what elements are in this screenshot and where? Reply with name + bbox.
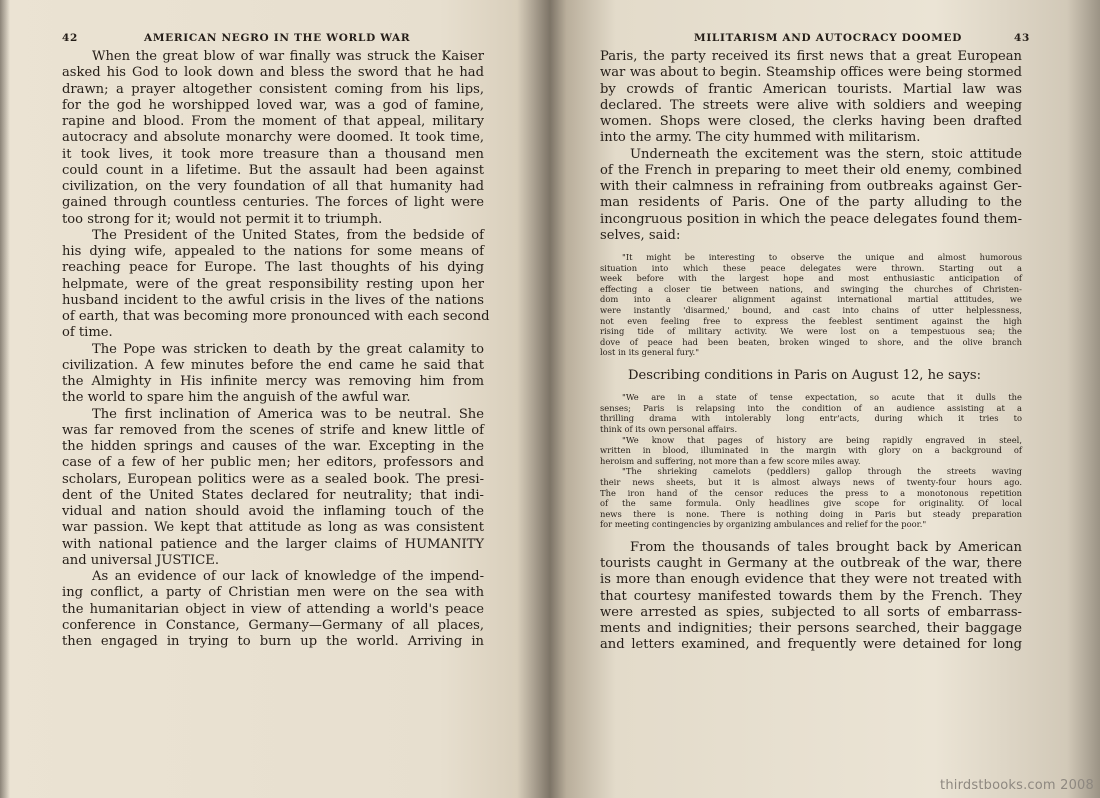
paragraph bbox=[600, 147, 1022, 245]
text-line: civilization. A few minutes before the end came he said that bbox=[62, 357, 484, 373]
text-line: and universal JUSTICE. bbox=[62, 552, 220, 568]
paragraph bbox=[600, 49, 1022, 147]
text-line: of earth, that was becoming more pronounced with each second bbox=[62, 309, 490, 324]
text-line: civilization, on the very foundation of all that humanity had bbox=[62, 179, 484, 194]
quote-line: "It might be interesting to observe the unique and almost humorous bbox=[622, 252, 1022, 262]
text-line: ing conflict, a party of Christian men were on the sea with bbox=[62, 585, 484, 601]
text-line: autocracy and absolute monarchy were doomed. It took time, bbox=[62, 130, 484, 146]
text-line: that courtesy manifested towards them by the French. They bbox=[600, 588, 1022, 604]
text-line: were arrested as spies, subjected to all sorts of embarrass- bbox=[600, 604, 1022, 620]
text-line: husband incident to the awful crisis in the lives of the nations bbox=[62, 292, 484, 308]
text-line: case of a few of her public men; her editors, professors and bbox=[62, 455, 484, 471]
describing-line: Describing conditions in Paris on August 12, he says: bbox=[628, 367, 982, 383]
text-line: The Pope was stricken to death by the great calamity to bbox=[92, 341, 484, 357]
quote-line: rising tide of military activity. We were lost on a tempestuous sea; the bbox=[600, 326, 1022, 337]
paragraph bbox=[62, 227, 490, 342]
text-line: heroism and suffering, not more than a few score miles away. bbox=[600, 455, 861, 466]
text-line: declared. The streets were alive with soldiers and weeping bbox=[600, 97, 1022, 113]
text-line: the humanitarian object in view of attending a world's peace bbox=[62, 601, 484, 617]
text-line: "We know that pages of history are being rapidly engraved in steel, bbox=[622, 434, 1022, 445]
quote-line: week before with the largest hope and most enthusiastic anticipation of bbox=[600, 273, 1022, 284]
text-line: of time. bbox=[62, 325, 113, 341]
block-quote-peace-delegates bbox=[600, 252, 1022, 358]
text-line: is more than enough evidence that they were not treated with bbox=[600, 572, 1022, 588]
text-line: incongruous position in which the peace delegates found them- bbox=[600, 211, 1022, 227]
text-line: and letters examined, and frequently were detained for long bbox=[600, 637, 1022, 653]
right-body-text bbox=[600, 49, 1022, 654]
text-line: The first inclination of America was to be neutral. She bbox=[92, 406, 484, 422]
text-line: "We are in a state of tense expectation, so acute that it dulls the bbox=[622, 392, 1022, 403]
text-line: news there is none. There is nothing doing in Paris but steady preparation bbox=[600, 508, 1022, 519]
text-line: From the thousands of tales brought back by American bbox=[630, 539, 1022, 555]
text-line: think of its own personal affairs. bbox=[600, 423, 738, 434]
text-line: the hidden springs and causes of the war. Excepting in the bbox=[62, 439, 484, 454]
quote-line: dom into a clearer alignment against international martial attitudes, we bbox=[600, 294, 1022, 305]
text-line: war passion. We kept that attitude as long as was consistent bbox=[62, 520, 484, 536]
text-line: Paris, the party received its first news that a great European bbox=[600, 49, 1022, 64]
text-line: it took lives, it took more treasure than a thousand men bbox=[62, 146, 484, 162]
text-line: gained through countless centuries. The forces of light were bbox=[62, 195, 484, 211]
text-line: "The shrieking camelots (peddlers) gallop through the streets waving bbox=[622, 466, 1022, 477]
text-line: asked his God to look down and bless the sword that he had bbox=[62, 65, 484, 81]
text-line: thrilling drama with intolerably long entr'acts, during which it tries to bbox=[600, 413, 1022, 424]
paragraph bbox=[62, 49, 484, 228]
quote-line: effecting a closer tie between nations, and swinging the churches of Christen- bbox=[600, 283, 1022, 294]
paragraph bbox=[600, 466, 1022, 530]
paragraph bbox=[62, 569, 484, 650]
paragraph bbox=[62, 342, 484, 407]
block-quote-paris-august bbox=[600, 392, 1022, 530]
text-line: The President of the United States, from the bedside of bbox=[92, 227, 484, 243]
text-line: by crowds of frantic American tourists. Martial law was bbox=[600, 81, 1022, 97]
paragraph bbox=[600, 540, 1022, 654]
text-line: vidual and nation should avoid the inflaming touch of the bbox=[62, 504, 484, 519]
text-line: written in blood, illuminated in the margin with glory on a background of bbox=[600, 445, 1022, 456]
paragraph bbox=[62, 407, 484, 570]
paragraph bbox=[600, 435, 1022, 467]
text-line: drawn; a prayer altogether consistent coming from his lips, bbox=[62, 81, 484, 97]
text-line: dent of the United States declared for neutrality; that indi- bbox=[62, 487, 484, 503]
text-line: scholars, European politics were as a sealed book. The presi- bbox=[62, 471, 484, 487]
text-line: of the French in preparing to meet their old enemy, combined bbox=[600, 162, 1022, 178]
left-page-number: 42 bbox=[62, 32, 79, 44]
text-line: selves, said: bbox=[600, 227, 681, 243]
quote-line: not even feeling free to express the feeblest sentiment against the high bbox=[600, 315, 1022, 326]
right-bottom-paragraphs bbox=[600, 540, 1022, 654]
paragraph bbox=[600, 392, 1022, 434]
quote-line: lost in its general fury." bbox=[600, 347, 700, 358]
left-running-head: AMERICAN NEGRO IN THE WORLD WAR bbox=[144, 32, 411, 44]
text-line: into the army. The city hummed with militarism. bbox=[600, 130, 921, 146]
text-line: for the god he worshipped loved war, was a god of famine, bbox=[62, 97, 484, 113]
text-line: ments and indignities; their persons searched, their baggage bbox=[600, 621, 1022, 637]
text-line: rapine and blood. From the moment of that appeal, military bbox=[62, 114, 484, 129]
text-line: their news sheets, but it is almost always news of twenty-four hours ago. bbox=[600, 476, 1022, 487]
text-line: reaching peace for Europe. The last thoughts of his dying bbox=[62, 260, 484, 276]
left-page bbox=[0, 0, 548, 798]
right-page bbox=[552, 0, 1100, 798]
text-line: then engaged in trying to burn up the world. Arriving in bbox=[62, 634, 484, 649]
text-line: too strong for it; would not permit it to triumph. bbox=[62, 211, 383, 227]
text-line: The iron hand of the censor reduces the press to a monotonous repetition bbox=[600, 487, 1022, 498]
text-line: his dying wife, appealed to the nations for some means of bbox=[62, 244, 484, 259]
text-line: senses; Paris is relapsing into the condition of an audience assisting at a bbox=[600, 402, 1022, 413]
quote-line: situation into which these peace delegates were thrown. Starting out a bbox=[600, 262, 1022, 273]
quote-line: were instantly 'disarmed,' bound, and cast into chains of utter helplessness, bbox=[600, 304, 1022, 315]
watermark: thirdstbooks.com 2008 bbox=[940, 778, 1094, 793]
right-running-head: MILITARISM AND AUTOCRACY DOOMED bbox=[694, 32, 963, 44]
text-line: Underneath the excitement was the stern, stoic attitude bbox=[630, 146, 1022, 162]
text-line: the world to spare him the anguish of the awful war. bbox=[62, 390, 411, 406]
text-line: man residents of Paris. One of the party alluding to the bbox=[600, 195, 1022, 211]
right-page-number: 43 bbox=[1014, 32, 1031, 44]
text-line: was far removed from the scenes of strife and knew little of bbox=[62, 422, 484, 438]
text-line: When the great blow of war finally was struck the Kaiser bbox=[92, 49, 484, 64]
text-line: the Almighty in His infinite mercy was removing him from bbox=[62, 374, 484, 389]
text-line: with their calmness in refraining from outbreaks against Ger- bbox=[600, 179, 1022, 194]
text-line: women. Shops were closed, the clerks having been drafted bbox=[600, 114, 1022, 129]
text-line: tourists caught in Germany at the outbreak of the war, there bbox=[600, 556, 1022, 572]
left-body-text bbox=[62, 49, 490, 650]
text-line: of the same formula. Only headlines give scope for originality. Of local bbox=[600, 498, 1022, 509]
text-line: war was about to begin. Steamship offices were being stormed bbox=[600, 65, 1022, 81]
text-line: with national patience and the larger claims of HUMANITY bbox=[62, 536, 484, 552]
text-line: for meeting contingencies by organizing ambulances and relief for the poor." bbox=[600, 519, 927, 530]
text-line: As an evidence of our lack of knowledge of the impend- bbox=[92, 569, 484, 584]
right-top-paragraphs bbox=[600, 49, 1022, 244]
quote-line: dove of peace had been beaten, broken winged to shore, and the olive branch bbox=[600, 336, 1022, 347]
text-line: could count in a lifetime. But the assault had been against bbox=[62, 162, 484, 178]
text-line: helpmate, were of the great responsibility resting upon her bbox=[62, 276, 484, 292]
text-line: conference in Constance, Germany—Germany of all places, bbox=[62, 617, 484, 633]
